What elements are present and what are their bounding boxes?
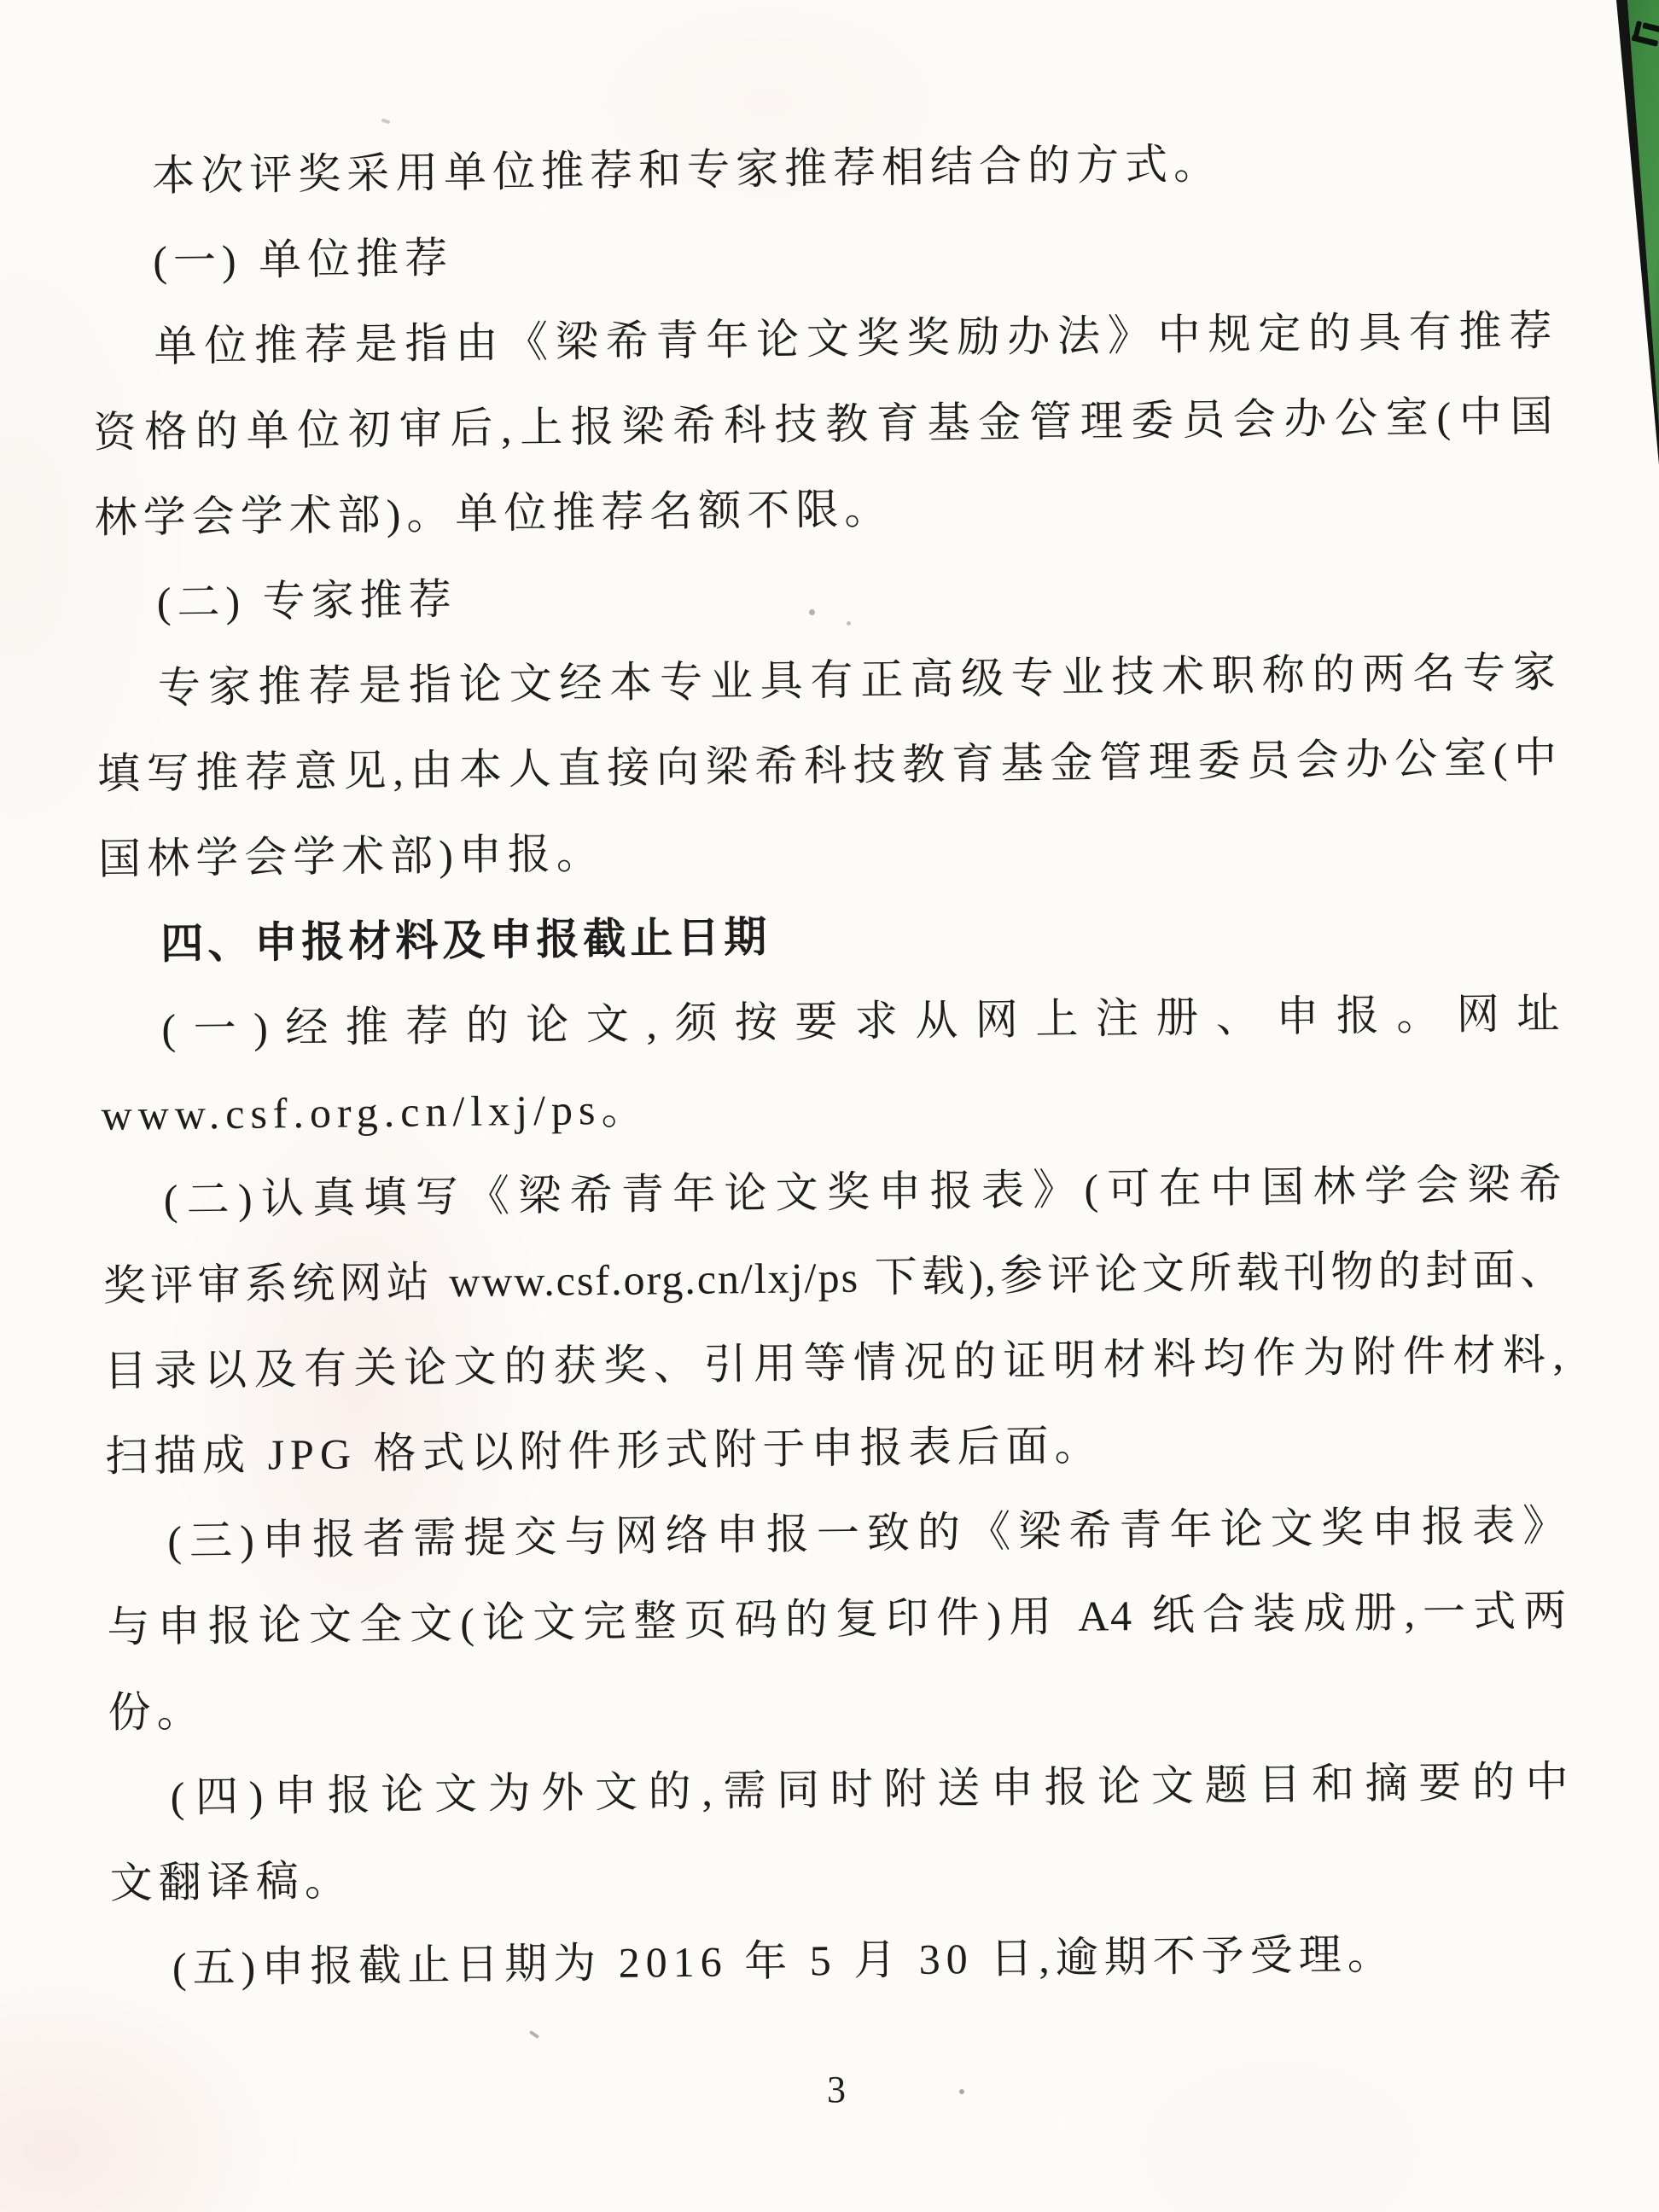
text-line: (二)认真填写《梁希青年论文奖申报表》(可在中国林学会梁希 [163,1160,1563,1224]
text-line: (五)申报截止日期为 2016 年 5 月 30 日,逾期不予受理。 [172,1930,1397,1992]
text-line: 文翻译稿。 [109,1856,354,1907]
page-number: 3 [827,2069,846,2110]
text-line: www.csf.org.cn/lxj/ps。 [101,1085,650,1139]
scan-speck [529,2030,539,2039]
text-line: 扫描成 JPG 格式以附件形式附于申报表后面。 [104,1421,1103,1481]
scan-speck [847,621,851,626]
document-text [90,117,1573,2011]
scan-speck [381,119,391,125]
text-line: (三)申报者需提交与网络申报一致的《梁希青年论文奖申报表》 [166,1501,1568,1565]
scan-speck [959,2089,964,2094]
section-heading: 四、申报材料及申报截止日期 [160,912,771,968]
text-line: 单位推荐是指由《梁希青年论文奖奖励办法》中规定的具有推荐 [154,306,1554,370]
cover-marking-stroke [1642,22,1659,32]
text-line: 林学会学术部)。单位推荐名额不限。 [94,485,894,542]
text-line: 份。 [108,1687,206,1737]
text-line: (四)申报论文为外文的,需同时附送申报论文题目和摘要的中 [170,1757,1570,1821]
text-line: 与申报论文全文(论文完整页码的复印件)用 A4 纸合装成册,一式两 [107,1586,1569,1651]
text-line: 国林学会学术部)申报。 [97,829,606,883]
text-line: 奖评审系统网站 www.csf.org.cn/lxj/ps 下载),参评论文所载刊物的封面、 [102,1245,1565,1310]
text-lines [90,117,1573,2011]
text-line: (二) 专家推荐 [156,574,457,626]
text-line: 资格的单位初审后,上报梁希科技教育基金管理委员会办公室(中国 [93,392,1555,457]
text-line: 填写推荐意见,由本人直接向梁希科技教育基金管理委员会办公室(中 [96,733,1559,798]
text-line: (一)经推荐的论文,须按要求从网上注册、申报。网址 [161,989,1562,1053]
text-line: 目录以及有关论文的获奖、引用等情况的证明材料均作为附件材料, [103,1330,1566,1395]
book-cover-corner [1604,0,1659,478]
text-line: 本次评奖采用单位推荐和专家推荐相结合的方式。 [151,139,1223,200]
text-line: (一) 单位推荐 [152,233,454,285]
text-line: 专家推荐是指论文经本专业具有正高级专业技术职称的两名专家 [157,648,1558,712]
scan-speck [809,609,815,615]
